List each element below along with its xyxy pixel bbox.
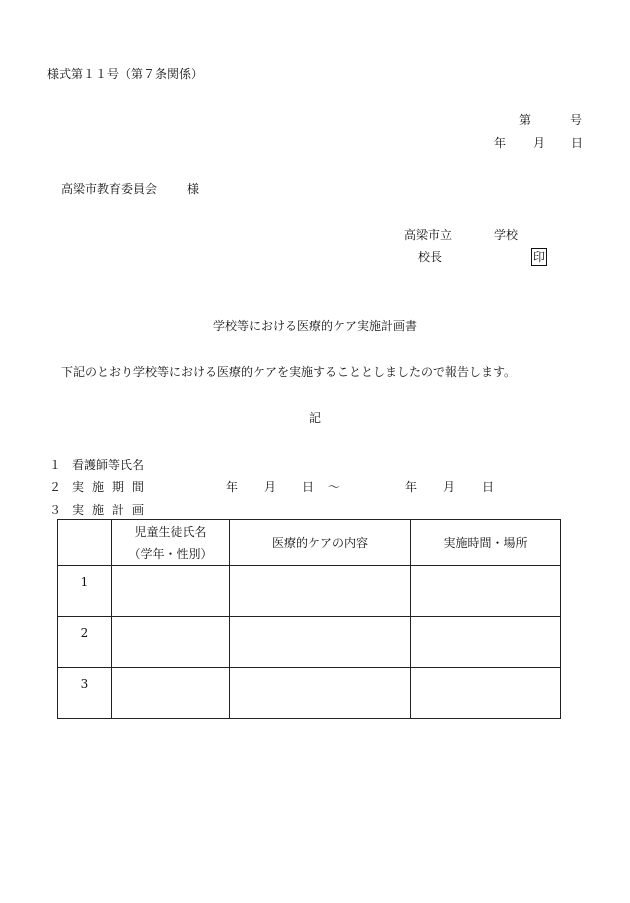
cell-time-place[interactable]: [411, 617, 561, 668]
header-cell-number: [58, 520, 112, 566]
addressee-honorific: 様: [187, 182, 200, 196]
period-start-month-label: 月: [264, 480, 277, 494]
school-city-prefix: 高梁市立: [404, 228, 453, 242]
document-number-dai: 第: [519, 113, 532, 127]
cell-student-name[interactable]: [112, 617, 230, 668]
cell-time-place[interactable]: [411, 566, 561, 617]
item-number: ２: [49, 480, 62, 494]
cell-care-content[interactable]: [230, 617, 411, 668]
form-number: 様式第１１号（第７条関係）: [47, 67, 204, 81]
date-month-label: 月: [533, 136, 546, 150]
addressee-name: 高梁市教育委員会: [61, 182, 158, 196]
cell-student-name[interactable]: [112, 566, 230, 617]
cell-care-content[interactable]: [230, 668, 411, 719]
period-start-year-label: 年: [226, 480, 239, 494]
item-label-period: 実施期間: [72, 480, 153, 494]
item-number: １: [49, 458, 62, 472]
header-cell-care-content: 医療的ケアの内容: [230, 520, 411, 566]
item-number: ３: [49, 503, 62, 517]
period-start-day-label: 日: [302, 480, 315, 494]
period-end-year-label: 年: [405, 480, 418, 494]
table-row: [58, 668, 561, 719]
intro-text: 下記のとおり学校等における医療的ケアを実施することとしましたので報告します。: [61, 365, 517, 379]
row-number: 3: [58, 668, 112, 719]
cell-student-name[interactable]: [112, 668, 230, 719]
row-number: 2: [58, 617, 112, 668]
principal-label: 校長: [418, 250, 443, 264]
header-cell-time-place: 実施時間・場所: [411, 520, 561, 566]
row-number: 1: [58, 566, 112, 617]
cell-time-place[interactable]: [411, 668, 561, 719]
document-title: 学校等における医療的ケア実施計画書: [212, 319, 417, 333]
ki-heading: 記: [308, 411, 321, 425]
header-student-name-line2: （学年・性別）: [128, 546, 213, 561]
cell-care-content[interactable]: [230, 566, 411, 617]
table-row: [58, 617, 561, 668]
period-range-tilde: ～: [328, 480, 341, 494]
table-header-row: [58, 520, 561, 566]
date-day-label: 日: [571, 136, 584, 150]
implementation-plan-table: [57, 519, 561, 719]
school-suffix: 学校: [494, 228, 519, 242]
document-number-go: 号: [570, 113, 583, 127]
table-row: [58, 566, 561, 617]
item-label-nurse-name: 看護師等氏名: [72, 458, 145, 472]
period-end-day-label: 日: [482, 480, 495, 494]
header-cell-student-name: [112, 520, 230, 566]
seal-box: 印: [533, 250, 546, 264]
date-year-label: 年: [494, 136, 507, 150]
item-label-plan: 実施計画: [72, 503, 153, 517]
period-end-month-label: 月: [443, 480, 456, 494]
header-student-name-line1: 児童生徒氏名: [134, 524, 207, 539]
